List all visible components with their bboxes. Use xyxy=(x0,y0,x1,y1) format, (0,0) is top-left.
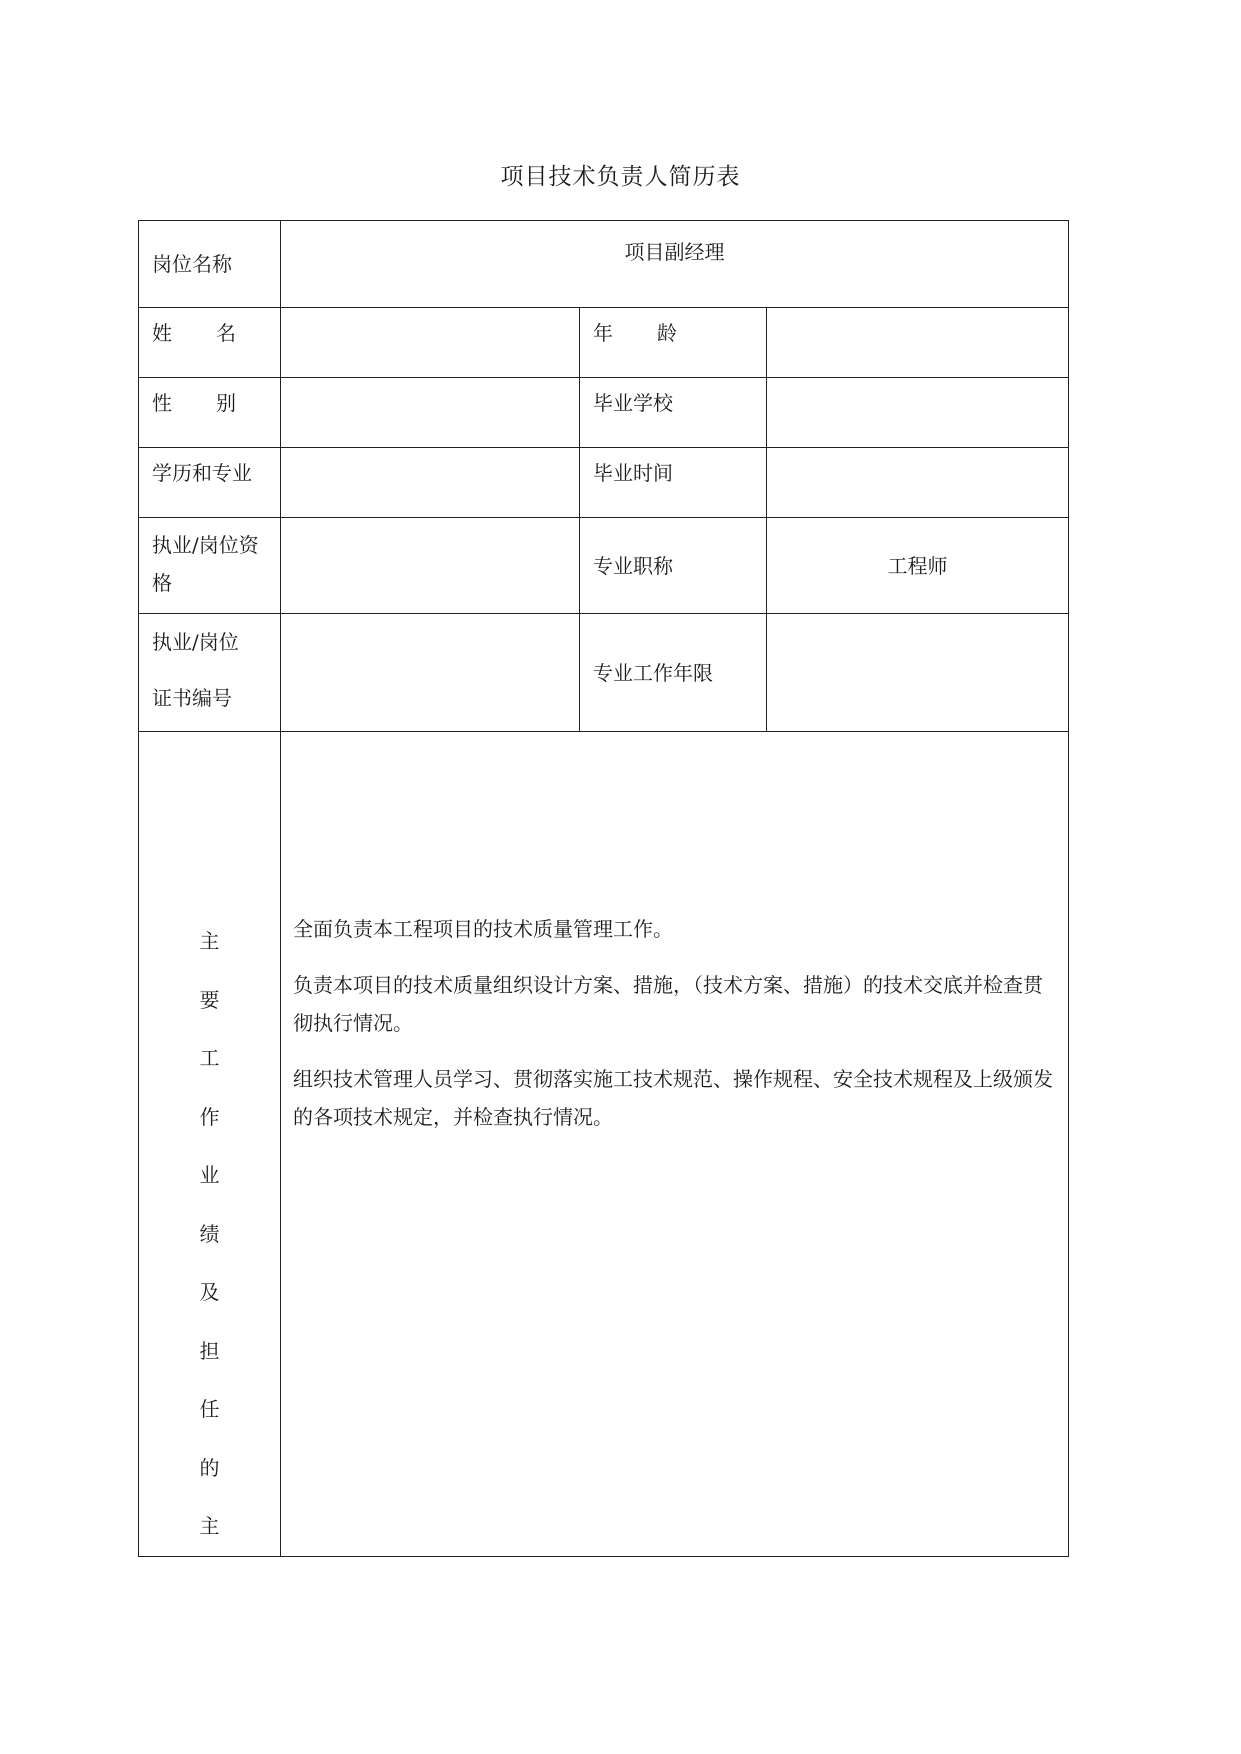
row-qualification-title xyxy=(139,518,1069,614)
education-value[interactable] xyxy=(281,448,580,518)
duties-label-char: 及 xyxy=(199,1280,220,1304)
duties-label-char: 业 xyxy=(199,1163,220,1187)
age-label-a: 年 xyxy=(593,321,613,345)
cert-no-value[interactable] xyxy=(281,614,580,732)
age-label xyxy=(580,308,767,378)
name-label-b: 名 xyxy=(216,321,236,345)
duties-label xyxy=(139,732,281,1557)
row-education-gradtime xyxy=(139,448,1069,518)
name-label xyxy=(139,308,281,378)
duties-content[interactable] xyxy=(281,732,1069,1557)
gender-value[interactable] xyxy=(281,378,580,448)
grad-time-label: 毕业时间 xyxy=(580,448,767,518)
qualification-label: 执业/岗位资格 xyxy=(139,518,281,614)
work-years-label: 专业工作年限 xyxy=(580,614,767,732)
page-title: 项目技术负责人简历表 xyxy=(500,164,741,190)
duties-label-char: 绩 xyxy=(199,1221,220,1246)
work-years-value[interactable] xyxy=(767,614,1069,732)
cert-no-label-line1: 执业/岗位 xyxy=(152,630,239,654)
row-name-age xyxy=(139,308,1069,378)
gender-label-b: 别 xyxy=(216,391,236,415)
row-duties xyxy=(139,732,1069,1557)
education-label: 学历和专业 xyxy=(139,448,281,518)
duties-label-char: 担 xyxy=(199,1338,220,1363)
resume-table-frame xyxy=(138,220,1069,1557)
grad-time-value[interactable] xyxy=(767,448,1069,518)
position-label: 岗位名称 xyxy=(139,221,281,308)
school-value[interactable] xyxy=(767,378,1069,448)
name-value[interactable] xyxy=(281,308,580,378)
row-cert-years xyxy=(139,614,1069,732)
duties-label-char: 工 xyxy=(199,1046,220,1070)
row-position xyxy=(139,221,1069,308)
title-rank-label: 专业职称 xyxy=(580,518,767,614)
duty-paragraph: 组织技术管理人员学习、贯彻落实施工技术规范、操作规程、安全技术规程及上级颁发的各项技术规定，并检查执行情况。 xyxy=(293,1067,1053,1129)
position-value[interactable]: 项目副经理 xyxy=(281,221,1069,308)
row-gender-school xyxy=(139,378,1069,448)
duties-label-char: 作 xyxy=(199,1104,220,1129)
gender-label xyxy=(139,378,281,448)
duties-label-char: 要 xyxy=(199,987,220,1012)
name-label-a: 姓 xyxy=(152,321,172,345)
cert-no-label xyxy=(139,614,281,732)
duties-label-char: 任 xyxy=(199,1397,220,1421)
gender-label-a: 性 xyxy=(152,391,172,415)
age-label-b: 龄 xyxy=(657,321,677,345)
school-label: 毕业学校 xyxy=(580,378,767,448)
duty-paragraph: 负责本项目的技术质量组织设计方案、措施，（技术方案、措施）的技术交底并检查贯彻执行情况。 xyxy=(293,973,1043,1035)
qualification-value[interactable] xyxy=(281,518,580,614)
duties-label-char: 主 xyxy=(199,1514,220,1538)
cert-no-label-line2: 证书编号 xyxy=(152,686,232,710)
resume-table xyxy=(138,220,1069,1557)
duties-label-char: 主 xyxy=(199,929,220,953)
title-rank-value[interactable]: 工程师 xyxy=(767,518,1069,614)
duty-paragraph: 全面负责本工程项目的技术质量管理工作。 xyxy=(293,917,673,941)
age-value[interactable] xyxy=(767,308,1069,378)
duties-label-char: 的 xyxy=(199,1455,220,1480)
